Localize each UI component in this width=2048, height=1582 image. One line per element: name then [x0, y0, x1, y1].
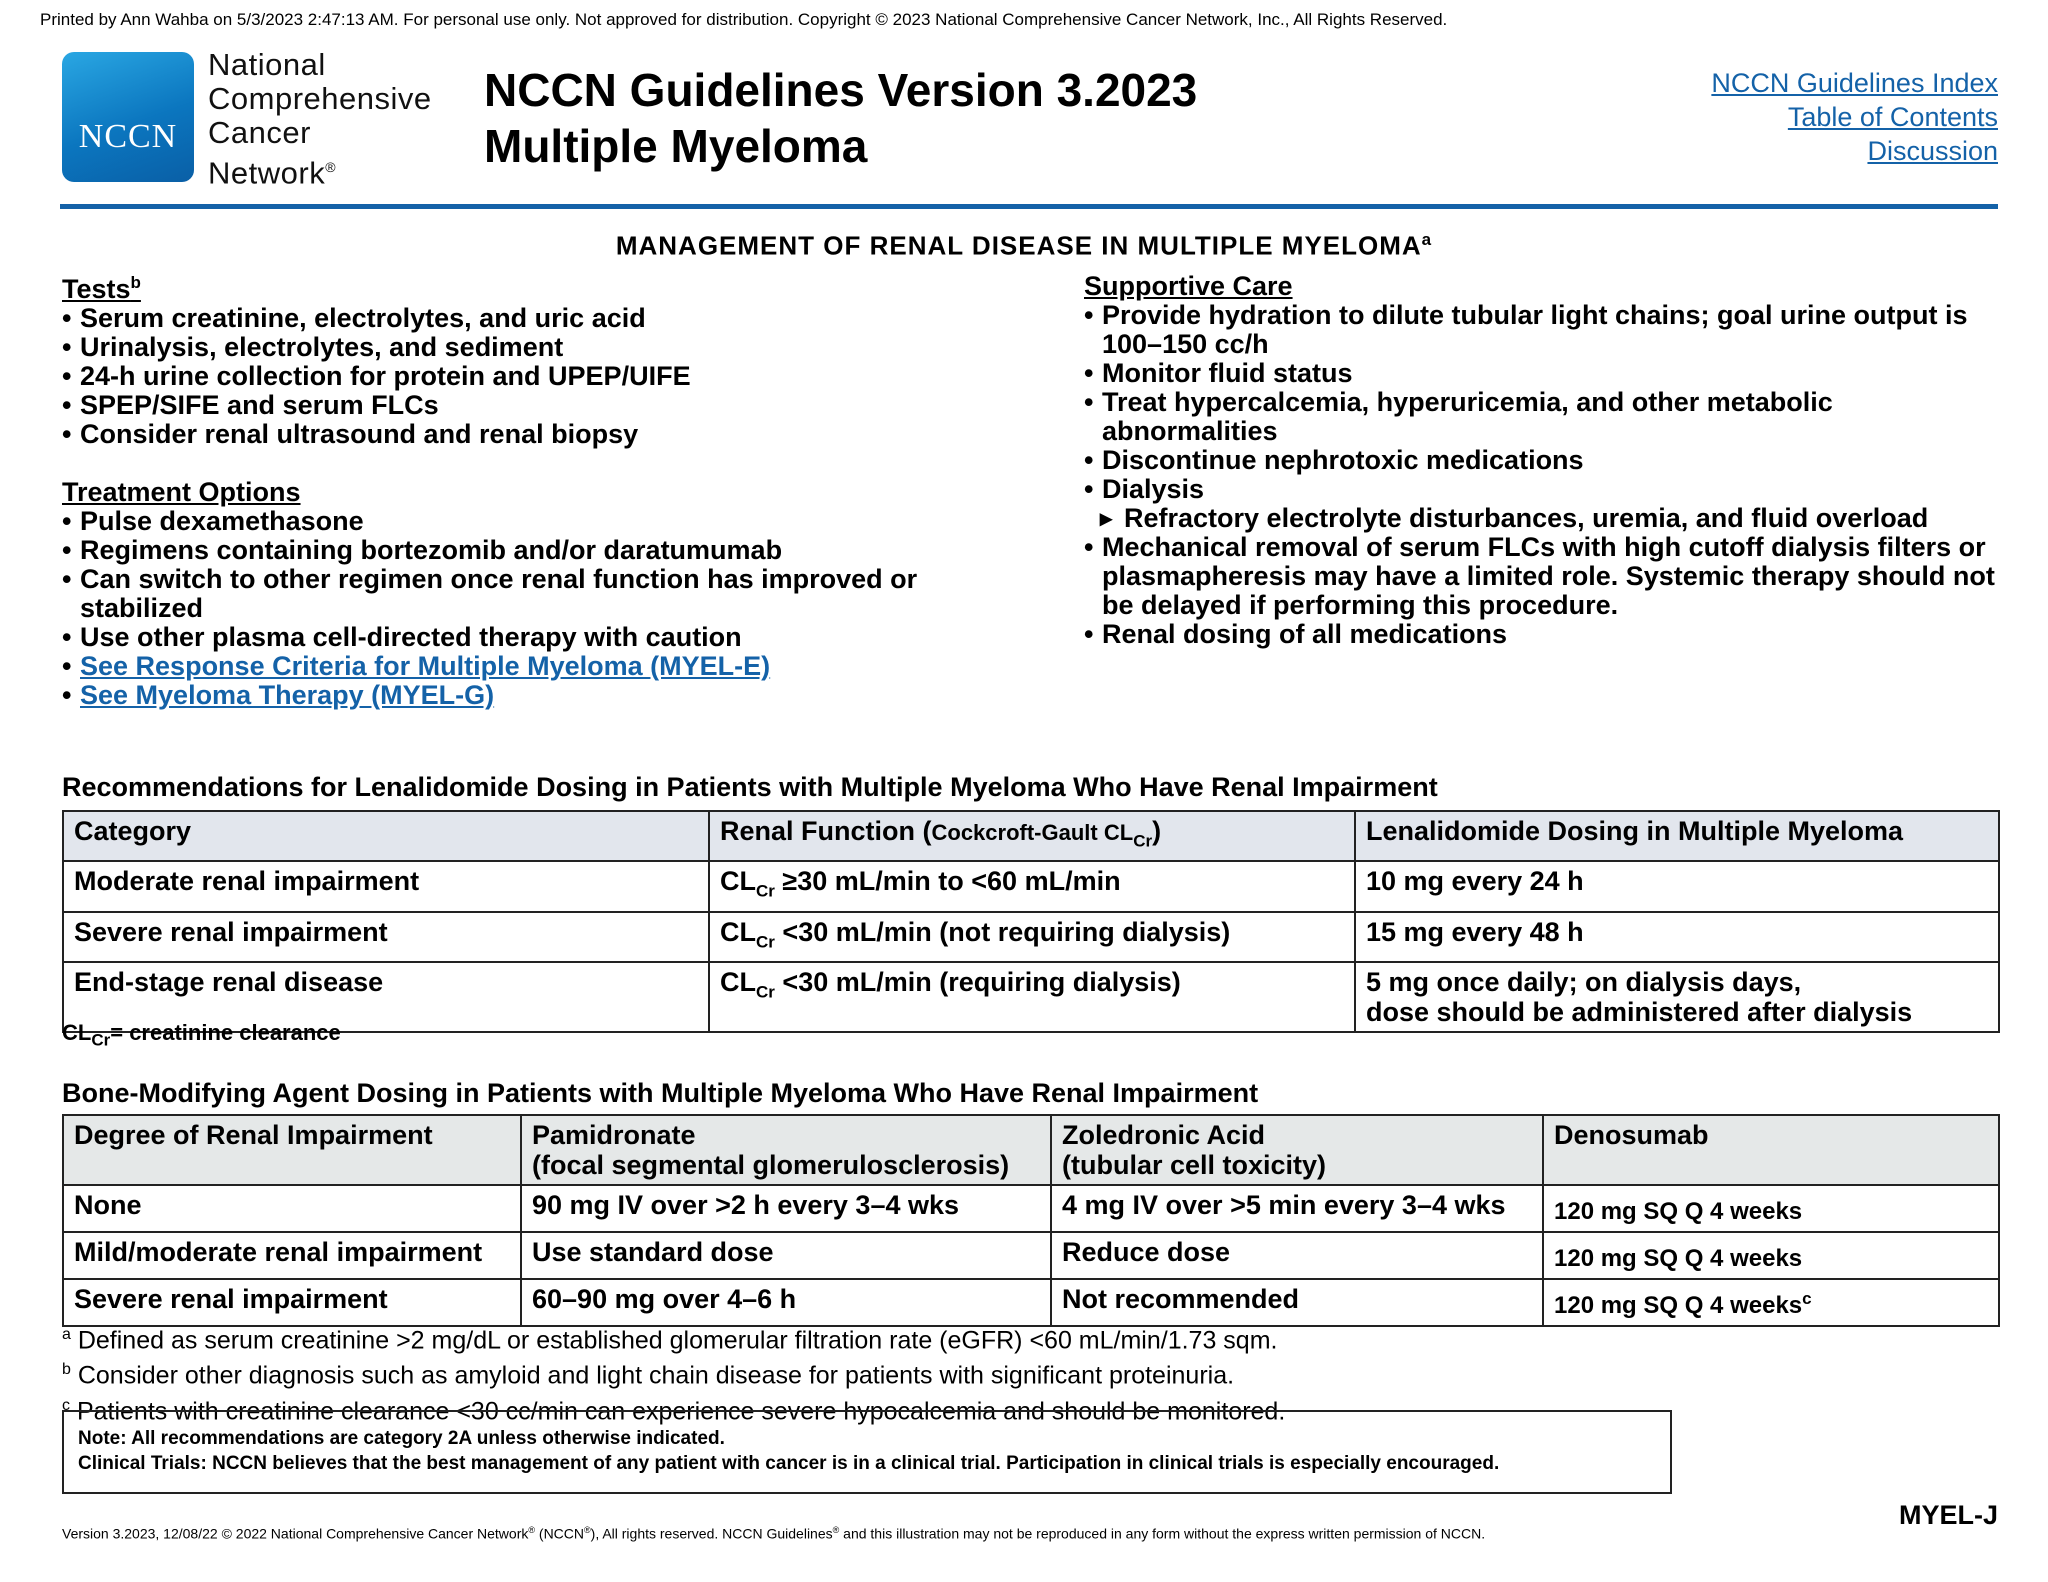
- header-divider: [60, 204, 1998, 209]
- list-item: • Serum creatinine, electrolytes, and uric acid: [62, 304, 1042, 333]
- tests-list: [62, 304, 1042, 449]
- guidelines-index-link[interactable]: NCCN Guidelines Index: [1711, 68, 1998, 98]
- list-item: • Consider renal ultrasound and renal biopsy: [62, 420, 1042, 449]
- section-title: MANAGEMENT OF RENAL DISEASE IN MULTIPLE MYELOMA$^a$: [615, 230, 1433, 261]
- lenalidomide-table: [62, 810, 2000, 1033]
- table-row: Severe renal impairment $CL_{Cr} <30$ mL/min (not requiring dialysis) 15 mg every 48 h: [63, 912, 1999, 962]
- list-item: • Renal dosing of all medications: [1084, 620, 2004, 649]
- list-item: • Discontinue nephrotoxic medications: [1084, 446, 2004, 475]
- right-column: [1084, 272, 2004, 649]
- treatment-list: [62, 507, 1042, 710]
- list-item: • 24-h urine collection for protein and UPEP/UIFE: [62, 362, 1042, 391]
- treatment-heading: Treatment Options: [62, 477, 301, 507]
- list-item: • Pulse dexamethasone: [62, 507, 1042, 536]
- table-row: Mild/moderate renal impairment Use standard dose Reduce dose 120 mg SQ Q 4 weeks: [63, 1232, 1999, 1279]
- list-item: • Use other plasma cell-directed therapy with caution: [62, 623, 1042, 652]
- supportive-heading: Supportive Care: [1084, 271, 1293, 301]
- footnote: $^c$ Patients with creatinine clearance <30 cc/min can experience severe hypocalcemia and should be monitored.: [62, 1396, 1286, 1425]
- list-item: • Monitor fluid status: [1084, 359, 2004, 388]
- bone-table-title: Bone-Modifying Agent Dosing in Patients with Multiple Myeloma Who Have Renal Impairment: [62, 1078, 1259, 1108]
- nccn-logo: [62, 52, 194, 182]
- table-row: None 90 mg IV over >2 h every 3–4 wks 4 mg IV over >5 min every 3–4 wks 120 mg SQ Q 4 weeks: [63, 1185, 1999, 1232]
- footnote: $^b$ Consider other diagnosis such as amyloid and light chain disease for patients with significant proteinuria.: [62, 1361, 1235, 1390]
- table-of-contents-link[interactable]: Table of Contents: [1787, 102, 1998, 132]
- table-header-row: Degree of Renal Impairment Pamidronate (focal segmental glomerulosclerosis) Zoledronic Acid (tubular cell toxicity) Denosumab: [63, 1115, 1999, 1185]
- list-item: • Treat hypercalcemia, hyperuricemia, and other metabolic abnormalities: [1084, 388, 2004, 446]
- list-item: • Provide hydration to dilute tubular light chains; goal urine output is 100–150 cc/h: [1084, 301, 2004, 359]
- myeloma-therapy-link[interactable]: See Myeloma Therapy (MYEL-G): [80, 680, 495, 710]
- table-header-row: [63, 811, 1999, 861]
- list-item: • Can switch to other regimen once renal function has improved or stabilized: [62, 565, 1022, 623]
- list-item: [62, 681, 1042, 710]
- bone-agent-table: [62, 1114, 2000, 1327]
- abbreviation-note: $CL_{Cr}=$ creatinine clearance: [62, 1020, 341, 1050]
- list-item: • Dialysis: [1084, 475, 2004, 504]
- header-dosing: Lenalidomide Dosing in Multiple Myeloma: [1355, 811, 1999, 861]
- note-box: Note: All recommendations are category 2A unless otherwise indicated. Clinical Trials: NCCN believes that the best management of any patient with cancer is in a clinical trial. Participation in clinical trials is especially encouraged.: [62, 1410, 1672, 1494]
- page-title: NCCN Guidelines Version 3.2023 Multiple Myeloma: [484, 64, 1198, 172]
- logo-mark: NCCN: [78, 118, 178, 155]
- list-item: [62, 652, 1042, 681]
- discussion-link[interactable]: Discussion: [1867, 136, 1998, 166]
- header-renal-function: Renal Function (Cockcroft-Gault $CL_{Cr}$): [709, 811, 1355, 861]
- footnote: $^a$ Defined as serum creatinine >2 mg/dL or established glomerular filtration rate (eGFR) <60 mL/min/1.73 sqm.: [62, 1326, 1278, 1355]
- list-item: • SPEP/SIFE and serum FLCs: [62, 391, 1042, 420]
- header-category: Category: [63, 811, 709, 861]
- list-item: • Urinalysis, electrolytes, and sediment: [62, 333, 1042, 362]
- copyright-line: Version 3.2023, 12/08/22 © 2022 National Comprehensive Cancer Network® (NCCN®), All rights reserved. NCCN Guidelines® and this illustration may not be reproduced in any form without the express written permission of NCCN.: [62, 1525, 1486, 1542]
- nav-links: [1711, 66, 1998, 168]
- table-row: Moderate renal impairment $CL_{Cr} \ge 30$ mL/min to <60 mL/min 10 mg every 24 h: [63, 861, 1999, 911]
- tests-heading: Tests$^b$: [62, 273, 141, 304]
- list-item: • Regimens containing bortezomib and/or daratumumab: [62, 536, 1042, 565]
- page-code: MYEL-J: [1898, 1500, 1998, 1530]
- print-line: Printed by Ann Wahba on 5/3/2023 2:47:13 AM. For personal use only. Not approved for distribution. Copyright © 2023 National Comprehensive Cancer Network, Inc., All Rights Reserved.: [40, 10, 1448, 29]
- list-subitem: ▸ Refractory electrolyte disturbances, uremia, and fluid overload: [1084, 504, 2004, 533]
- lenalidomide-table-title: Recommendations for Lenalidomide Dosing in Patients with Multiple Myeloma Who Have Renal Impairment: [62, 772, 1438, 802]
- org-name: National Comprehensive Cancer Network®: [208, 47, 432, 191]
- left-column: [62, 268, 1042, 710]
- table-row: Severe renal impairment 60–90 mg over 4–6 h Not recommended 120 mg SQ Q 4 weeks$^c$: [63, 1279, 1999, 1326]
- table-row: End-stage renal disease $CL_{Cr} <30$ mL/min (requiring dialysis) 5 mg once daily; on dialysis days, dose should be administered after dialysis: [63, 962, 1999, 1032]
- supportive-list: [1084, 301, 2004, 649]
- list-item: • Mechanical removal of serum FLCs with high cutoff dialysis filters or plasmapheresis may have a limited role. Systemic therapy should not be delayed if performing this procedure.: [1084, 533, 2004, 620]
- response-criteria-link[interactable]: See Response Criteria for Multiple Myeloma (MYEL-E): [80, 651, 771, 681]
